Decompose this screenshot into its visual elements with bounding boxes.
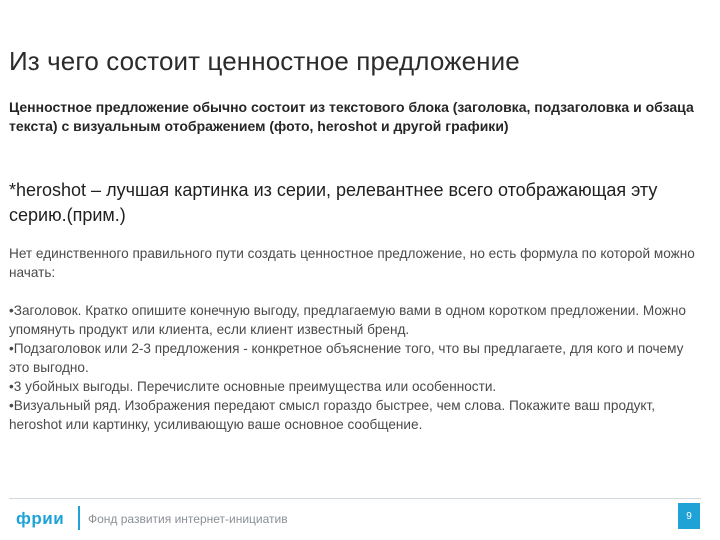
bullet-item-headline: •Заголовок. Кратко опишите конечную выгоду, предлагаемую вами в одном коротком предложении. Можно упомянуть продукт или клиента, если клиент известный бренд.	[9, 303, 686, 337]
logo: фрии	[16, 509, 65, 528]
intro-paragraph: Нет единственного правильного пути создать ценностное предложение, но есть формула по которой можно начать:	[9, 246, 695, 280]
bullet-item-subheadline: •Подзаголовок или 2-3 предложения - конкретное объяснение того, что вы предлагаете, для кого и почему это выгодно.	[9, 341, 684, 375]
logo-separator	[78, 506, 80, 530]
slide-title: Из чего состоит ценностное предложение	[9, 46, 520, 76]
heroshot-note: *heroshot – лучшая картинка из серии, релевантнее всего отображающая эту серию.(прим.)	[9, 180, 658, 225]
page-number-badge: 9	[678, 503, 700, 529]
lead-paragraph: Ценностное предложение обычно состоит из текстового блока (заголовка, подзаголовка и обзаца текста) с визуальным отображением (фото, heroshot и другой графики)	[9, 99, 694, 134]
bullet-item-visuals: •Визуальный ряд. Изображения передают смысл гораздо быстрее, чем слова. Покажите ваш продукт, heroshot или картинку, усиливающую ваше основное сообщение.	[9, 398, 656, 432]
footer-divider	[9, 498, 701, 499]
bullet-list	[9, 301, 699, 434]
footer-tagline: Фонд развития интернет-инициатив	[88, 512, 288, 526]
bullet-item-benefits: •3 убойных выгоды. Перечислите основные преимущества или особенности.	[9, 379, 497, 394]
